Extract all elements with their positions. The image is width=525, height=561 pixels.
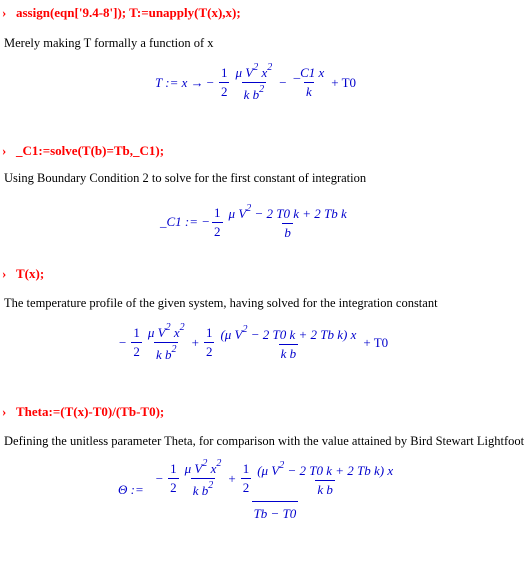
eq-den: 2 [170,480,177,495]
eq-exp: 2 [216,458,222,469]
command-line-4[interactable] [2,404,164,420]
eq-term: (μ V [220,326,243,342]
eq-exp: 2 [208,480,214,491]
eq-term: k b [155,347,172,362]
eq-lhs: _C1 := − [160,214,211,229]
eq-term: x [173,325,180,340]
eq-den: b [284,225,291,240]
eq-exp: 2 [165,322,171,333]
eq-den: 2 [242,480,250,495]
prompt-icon: › [2,404,7,419]
eq-den: Tb − T0 [252,501,299,522]
eq-fraction [212,205,223,240]
command-line-1[interactable] [2,5,241,21]
eq-lhs: Θ := [118,482,144,497]
eq-den: k b [280,345,297,361]
eq-exp: 2 [179,322,185,333]
eq-term: μ V [147,325,166,340]
comment-text: The temperature profile of the given system, having solved for the integration constant [4,296,438,310]
eq-fraction [168,461,179,496]
eq-minus: − [155,470,164,486]
eq-term: − 2 T0 k + 2 Tb k) x [250,326,357,342]
eq-exp: 2 [246,203,252,214]
comment-text: Defining the unitless parameter Theta, for comparison with the value attained by Bird Stewart Lightfoot [4,434,525,448]
eq-exp: 2 [267,62,273,73]
comment-text: Using Boundary Condition 2 to solve for the first constant of integration [4,171,367,185]
prompt-icon: › [2,5,7,20]
eq-fraction [146,322,187,363]
eq-plus: + [228,470,236,486]
eq-fraction [131,325,142,360]
eq-term: μ V [228,206,247,221]
eq-fraction [241,461,252,496]
command-line-2[interactable] [2,143,164,159]
command-text[interactable]: Theta:=(T(x)-T0)/(Tb-T0); [16,404,165,419]
eq-fraction-big [149,458,401,522]
eq-term: μ V [184,461,203,476]
eq-num: 1 [214,204,221,220]
eq-num: _C1 x [293,65,325,80]
eq-term: (μ V [257,462,280,478]
eq-exp: 2 [259,84,265,95]
eq-term: k b [243,87,260,102]
eq-term: − 2 T0 k + 2 Tb k) x [287,462,394,478]
eq-lhs: T := x → [155,74,204,90]
command-text[interactable]: assign(eqn['9.4-8']); T:=unapply(T(x),x); [16,5,241,20]
eq-fraction [255,460,395,498]
eq-num: 1 [242,461,250,476]
eq-term: μ V [235,65,254,80]
eq-num: 1 [220,65,228,80]
eq-exp: 2 [171,344,177,355]
eq-fraction [227,203,349,241]
prompt-icon: › [2,143,7,158]
command-line-3[interactable] [2,266,44,282]
eq-term: + T0 [363,334,389,350]
eq-minus: − [279,74,287,90]
eq-num: 1 [170,461,177,476]
eq-num: 1 [133,325,140,340]
eq-den: k [306,84,312,99]
command-text[interactable]: _C1:=solve(T(b)=Tb,_C1); [16,143,165,158]
eq-den: 2 [220,84,228,99]
eq-plus: + [191,334,199,350]
eq-fraction [183,458,224,499]
eq-term: k b [192,483,209,498]
eq-fraction [233,62,274,103]
eq-term: + T0 [331,74,357,90]
eq-exp: 2 [242,323,248,335]
output-equation-2 [160,203,351,241]
eq-fraction [218,324,358,362]
eq-term: − 2 T0 k + 2 Tb k [254,206,347,221]
prompt-icon: › [2,266,7,281]
eq-num: 1 [205,325,213,340]
output-equation-3 [116,322,391,363]
eq-exp: 2 [202,458,208,469]
eq-den: 2 [214,223,221,239]
eq-fraction [292,65,327,100]
eq-minus: − [119,334,127,350]
eq-den: 2 [205,344,213,359]
eq-term: x [210,461,217,476]
eq-fraction [219,65,230,100]
eq-minus: − [206,74,214,90]
eq-den: k b [317,481,333,497]
eq-den: 2 [133,344,140,359]
comment-text: Merely making T formally a function of x [4,36,214,50]
eq-fraction [204,325,215,360]
output-equation-1 [155,62,359,103]
eq-term: x [261,65,268,80]
output-equation-4 [118,458,403,522]
eq-exp: 2 [279,459,285,471]
command-text[interactable]: T(x); [16,266,45,281]
eq-exp: 2 [253,62,259,73]
